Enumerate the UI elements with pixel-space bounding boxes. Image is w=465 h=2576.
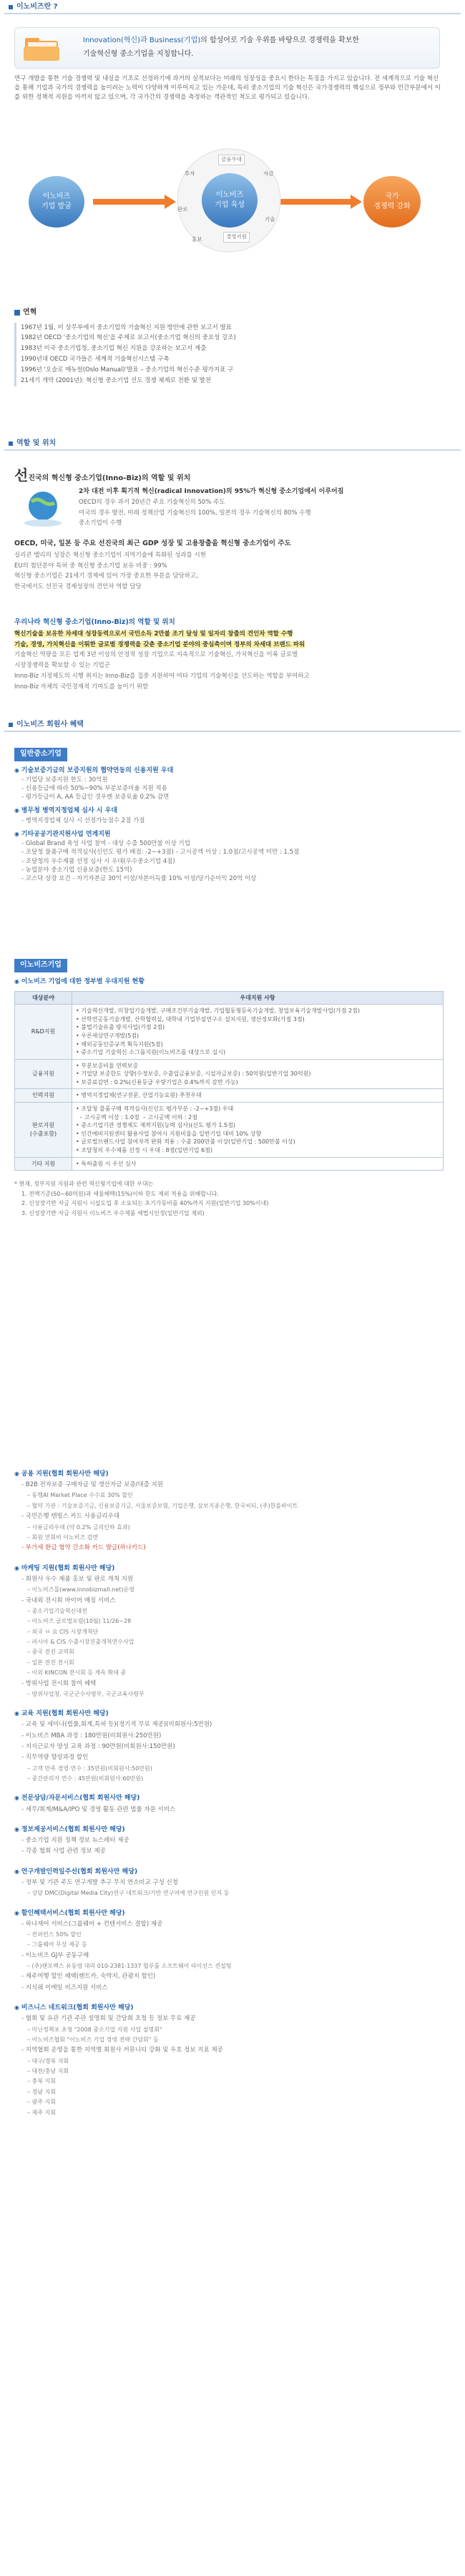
benefit-table	[14, 991, 444, 1171]
benefit-line: - 평가등급이 A, AA 등급인 경우엔 보증료율 0.2% 감면	[14, 793, 444, 801]
benefit-line: - 병역지정업체 심사 시 선정가능점수 2점 가점	[14, 816, 444, 825]
history-item: 1996년 '오슬로 매뉴얼(Oslo Manual)'발표 – 중소기업의 혁신수준 평가지표 구	[21, 366, 234, 374]
assoc-line: – 경남 지회	[14, 2087, 444, 2097]
satellite-finance: 금융우대	[218, 155, 245, 165]
role-text: 한국에서도 선진국 경제성장의 견인차 역할 담당	[14, 583, 142, 591]
bullet-icon	[9, 5, 13, 9]
banner-line2: 기술혁신형 중소기업을 지칭합니다.	[83, 50, 194, 58]
banner-line1	[83, 36, 359, 47]
benefit-line: - Global Brand 육성 사업 참여 - 대상 수출 500만불 이상 기업	[14, 839, 444, 848]
history-item: 1983년 미국 중소기업청, 중소기업 혁신 지원을 강조하는 보고서 제출	[21, 345, 207, 353]
assoc-line: - 이노비즈 MBA 과정 : 180만원(비회원사:250만원)	[14, 1731, 444, 1742]
assoc-line: - 하나재어 서비스(그룹웨어 + 컨텐서비스 결합) 제공	[14, 1919, 444, 1930]
assoc-line: – 외국 ㅂ 요 CIS 시장개척단	[14, 1627, 444, 1637]
assoc-heading: ◉ 교육 지원(협회 회원사만 해당)	[14, 1708, 444, 1719]
center-circle: 이노비즈 기업 육성	[202, 173, 258, 228]
benefit-bullet: • 글로벌브랜드사업 참여자격 완화 적용 : 수출 200만불 이상(일반기업 : 500만불 이상)	[76, 1138, 295, 1146]
intro-banner	[14, 27, 440, 69]
assoc-line: – 중국 전진 교역회	[14, 1647, 444, 1657]
benefit-bullet: • 우른세상연구개발(5점)	[76, 1032, 140, 1039]
benefit-bullet: • 산학연공동기술개발, 산학협력실, 대학내 기업부설연구소 설치지원, 생산정보화(가점 3점)	[76, 1015, 305, 1023]
benefit-bullet: • 특허출원 시 우선 심사	[76, 1160, 137, 1167]
note-line: * 현재, 정부지원 지원과 관련 혁신형기업에 대한 우대는	[14, 1181, 154, 1188]
benefit-line: - 조달청의 우수제품 선정 심사 시 우대(우수중소기업 4점)	[14, 857, 444, 866]
assoc-line: – 일본 전진 전시회	[14, 1658, 444, 1668]
bullet-icon	[9, 723, 13, 727]
assoc-heading: ◉ 연구개발인력일주선(협회 회원사만 해당)	[14, 1866, 444, 1878]
benefit-line: - 기업당 보증지원 한도 : 30억원	[14, 776, 444, 784]
assoc-line: - 방위사업 전시회 참여 혜택	[14, 1679, 444, 1689]
bullet-icon	[9, 441, 13, 446]
korea-highlight: 혁신기술을 보유한 차세대 성장동력으로서 국민소득 2만불 조기 달성 및 일자리 창출의 견인차 역할 수행	[14, 630, 293, 638]
benefit-bullet: • 부분보증비율 연력보증	[76, 1062, 139, 1069]
general-sme-label: 일반중소기업	[14, 748, 67, 761]
benefit-bullet: • 병역지정업체(연구전문, 산업기능요원) 추천우대	[76, 1092, 202, 1099]
table-header-field: 대상분야	[15, 991, 72, 1005]
history-item: 1982년 OECD '중소기업의 혁신'을 주제로 보고서(중소기업 혁신의 중요성 강조)	[21, 334, 236, 342]
table-cell-field: R&D지원	[15, 1005, 72, 1060]
assoc-line: – 동행AI Market Place 수수료 30% 할인	[14, 1491, 444, 1501]
korea-role	[14, 617, 444, 693]
banner-rest: 의 합성어로 기술 우위를 바탕으로 경쟁력을 확보한	[200, 36, 360, 44]
assoc-line: - 직무역량 향상과정 할인	[14, 1752, 444, 1763]
association-benefits	[14, 1460, 444, 2118]
history-box	[14, 308, 444, 386]
headline-sub: OECD의 경우 과거 20년간 주요 기술혁신의 50% 주도	[79, 499, 225, 507]
notes	[14, 1179, 444, 1218]
assoc-line: - B2B 전자보증 구매자금 및 생산자금 보증/대출 지원	[14, 1480, 444, 1491]
table-cell-benefit	[72, 1005, 444, 1060]
benefit-bullet: • 인간예비지원센터 활용사업 참여시 지원비율을 일반기업 대비 10% 상향	[76, 1130, 262, 1137]
assoc-line: – 이외 KINCON 전시회 등 계속 확대 중	[14, 1668, 444, 1678]
assoc-heading: ◉ 공용 지원(협회 회원사만 해당)	[14, 1468, 444, 1480]
benefit-bullet: • 해외공동인증규격 획득지원(5점)	[76, 1040, 163, 1048]
assoc-line: – 러시아 & CIS 수출시장진출개척연수사업	[14, 1637, 444, 1647]
benefit-heading: ◉ 기타공공기관지원사업 연계지원	[14, 830, 444, 839]
satellite-fund: 자금	[263, 170, 274, 177]
assoc-line: - 제주여행 할인 혜택(렌트카, 숙박지, 관광지 할인)	[14, 1971, 444, 1982]
assoc-line: – 중소기업기술혁신대전	[14, 1606, 444, 1616]
table-cell-field: 기타 지원	[15, 1157, 72, 1171]
assoc-line: – 충북 지회	[14, 2077, 444, 2087]
table-row	[15, 1103, 444, 1158]
role-intro	[14, 465, 444, 486]
assoc-line: - 세무/회계/M&A/IPO 및 경영 활동 관련 법률 자문 서비스	[14, 1805, 444, 1815]
assoc-line: - 지식쉐 이메일 비즈지원 서비스	[14, 1983, 444, 1994]
benefit-line: - 신용등급에 따라 50%~90% 부분보증비율 지원 적용	[14, 784, 444, 793]
assoc-line: – 협약 기관 : 기술보증기금, 신용보증기금, 서울보증보험, 기업은행, 삼보지종은행, 한국씨티, (주)한올바이트	[14, 1501, 444, 1511]
benefit-bullet: • 조달청의 우수제품 선정 시 우대 : 8점(일반기업 6점)	[76, 1147, 213, 1154]
benefit-line: - 코스닥 상장 요건 - 자기자본금 30억 이상/자본이득률 10% 이상/당기순이익 20억 이상	[14, 874, 444, 883]
headline-sub: 미국의 경우 발전, 미래 정책산업 기술혁신의 100%, 일본의 경우 기술혁신의 80% 수행	[79, 509, 311, 517]
banner-highlight: Innovation(혁신)과 Business(기업)	[83, 36, 201, 44]
assoc-line: - 정부 및 기관 주도 연구개발 추구 무치 연소비교 구성 신청	[14, 1878, 444, 1888]
satellite-pr: 홍보	[192, 236, 202, 243]
assoc-heading: ◉ 할인혜택서비스(협회 회원사만 해당)	[14, 1908, 444, 1919]
folder-icon	[24, 34, 61, 62]
role-text: 혁신형 중소기업은 21세기 경제에 있어 가장 중요한 부분을 담당하고,	[14, 572, 198, 580]
assoc-heading: ◉ 마케팅 지원(협회 회원사만 해당)	[14, 1563, 444, 1574]
assoc-heading: ◉ 전문상담/자문서비스(협회 회원사만 해당)	[14, 1792, 444, 1804]
innobiz-diagram	[14, 136, 444, 258]
benefit-bullet: • 조달청 물품구매 적격심사(신인도 평가부분 : -2~+3점) 우대	[76, 1106, 234, 1113]
general-sme-block	[14, 748, 444, 883]
general-sme-items	[14, 766, 444, 884]
globe-image	[21, 490, 64, 527]
history-item: 1990년대 OECD 국가들은 세계적 기술혁신시스템 구축	[21, 356, 170, 364]
assoc-line: - 부가세 환급 협약 간소화 카드 발급(하나카드)	[14, 1543, 444, 1553]
assoc-line: – 컨퍼런스 50% 할인	[14, 1930, 444, 1940]
benefit-bullet: • 불법기술유출 방지사업(가점 2점)	[76, 1024, 165, 1031]
korea-highlight: 기술, 경영, 가치혁신을 이뤄한 글로벌 경쟁력을 갖춘 중소기업 분야의 중심축이며 정부의 차세대 브랜드 파워	[14, 640, 305, 648]
benefit-line: - 조달청 물품구매 적격심사(신인도 평가 배점: -2~+3점) - 고시공액 이상 : 1.0점/고시공액 미만 : 1.5점	[14, 848, 444, 857]
assoc-line: – 상담 DMC(Digital Media City)연구 네트워크/기반 연구여에 연구인원 인지 등	[14, 1888, 444, 1898]
section-header-role	[4, 438, 461, 451]
benefit-bullet: • 기술혁신개발, 미창업기술개발, 구매조건부기술개발, 기업협동형등록기술개발, 창업보육기술개발사업(가점 2점)	[76, 1008, 360, 1015]
satellite-sales: 판로	[177, 206, 188, 213]
assoc-line: - 이노비즈 GJ부 공동구매	[14, 1951, 444, 1961]
assoc-line: - 국내외 전시회 바이어 매칭 서비스	[14, 1596, 444, 1606]
intro-big-letter: 선	[14, 467, 29, 484]
headline: 2차 대전 이후 획기적 혁신(radical Innovation)의 95%가 혁신형 중소기업에서 이루어짐	[79, 488, 344, 495]
table-cell-field: 금융지원	[15, 1059, 72, 1089]
section-header-about	[4, 1, 461, 14]
assoc-line: - 교육 및 세미나(법률,회계,특허 등)(정기적 무료 제공)(비회원사:5만원)	[14, 1719, 444, 1730]
headline-sub: 중소기업이 수행	[79, 519, 122, 527]
table-row	[15, 1005, 444, 1060]
table-cell-benefit	[72, 1157, 444, 1171]
note-line: 2. 신성장기반 자금 지원시 시설도입 후 소요되는 초기가동비를 40%까지 지원(일반기업 30%이내)	[21, 1200, 269, 1207]
korea-role-title: 우리나라 혁신형 중소기업(Inno-Biz)의 역할 및 위치	[14, 618, 175, 626]
korea-role-text: 기술혁신 역량을 모든 업계 3년 이상의 안정적 성장 기업으로 지속적으로 기술혁신, 가치혁신을 이룩 글로벌	[14, 651, 298, 659]
assoc-line: – 이노비즈몰(www.innobizmall.net)운영	[14, 1585, 444, 1595]
assoc-line: – (주)팬포렉스 유동영 대리 010-2381-1337 협루를 소프트웨어 라이선스 컨설팅	[14, 1961, 444, 1971]
assoc-line: – 제주 지회	[14, 2108, 444, 2118]
korea-role-text	[14, 640, 444, 650]
table-cell-field: 판로지원 (수출포함)	[15, 1103, 72, 1158]
benefit-line: - 농업분야 중소기업 신용보증(한도 15억)	[14, 866, 444, 874]
assoc-line: – 고객 만족 경영 연수 : 35만원(비회원사:50만원)	[14, 1764, 444, 1774]
korea-role-text: Inno-Biz 자체의 국민경제적 기여도를 높이기 위함	[14, 683, 149, 691]
assoc-line: - 지역협회 운영을 통한 지역별 회원사 커뮤니티 강화 및 우호 정보 지표 제공	[14, 2045, 444, 2056]
assoc-heading: ◉ 비즈니스 네트워크(협회 회원사만 해당)	[14, 2002, 444, 2014]
benefit-bullet: • 중소기업기관 경쟁제도 제작지원(능력 심사)(신도 평가 1.5점)	[76, 1122, 235, 1129]
benefit-heading: ◉ 병무청 병역지정업체 심사 시 우대	[14, 806, 444, 816]
satellite-tech: 기술	[265, 216, 275, 223]
benefit-heading: ◉ 기술보증기금의 보증지원의 협약연동의 신용지원 우대	[14, 766, 444, 776]
role-headline-block	[79, 487, 444, 529]
assoc-line: - 국민은행 텐빌스 카드 사용금리우대	[14, 1511, 444, 1522]
assoc-line: – 광주 지회	[14, 2097, 444, 2107]
assoc-line: – 중간관리자 연수 : 45만원(비회원사:60만원)	[14, 1774, 444, 1784]
role-text: EU의 첨단분야 특허 중 혁신형 중소기업 보유 비중 : 99%	[14, 562, 167, 570]
table-row	[15, 1059, 444, 1089]
table-row	[15, 1157, 444, 1171]
left-circle: 이노비즈 기업 발굴	[29, 176, 84, 228]
history-title: 연혁	[23, 308, 37, 316]
assoc-line: – 대구/경북 지회	[14, 2057, 444, 2067]
square-icon	[14, 310, 20, 316]
section-title: 이노비즈 회원사 혜택	[16, 720, 84, 728]
satellite-mgmt: 경영지원	[223, 232, 250, 243]
innobiz-block	[14, 959, 444, 1219]
assoc-line: – 미닌정책포 초청 "2008 중소기업 지원 사업 설명회"	[14, 2025, 444, 2035]
assoc-line: - 중소기업 지원 정책 정보 뉴스레터 제공	[14, 1835, 444, 1846]
satellite-invest: 투자	[185, 170, 195, 177]
intro-paragraph: 연구 개발을 통한 기술 경쟁력 및 내실을 기초로 선정하기에 과거의 실적보다는 미래의 성장성을 중요시 한다는 특징을 가지고 있습니다. 전 세계적으로 기술 혁신을 통해 기업과 국가의 경쟁력을 높이려는 노력이 다양하게 이루어지고 있는 가운데, 특히 중소기업의 기술 혁신은 국가경쟁력의 핵심으로 정부와 민간부문에서 이를 위한 정책적 지원을 아끼지 않고 있으며, 각 국가간의 경쟁력을 측정하는 객관적인 척도로 평가되고 있습니다.	[14, 75, 441, 102]
role-text: 실리콘 밸리의 성장은 혁신형 중소기업이 지역기술에 특화된 성과를 시현	[14, 551, 206, 559]
table-cell-field: 인력지원	[15, 1089, 72, 1103]
table-header-benefit: 우대지원 사항	[72, 991, 444, 1005]
assoc-line: - 회원사 우수 제품 홍보 및 판로 개척 지원	[14, 1574, 444, 1585]
assoc-line: – 방위사업청, 국군군수사령부, 국군교육사령부	[14, 1689, 444, 1699]
benefit-bullet: • 보증료감면 : 0.2%(신용등급 우량기업은 0.4%까지 감면 가능)	[76, 1078, 238, 1085]
note-line: 1. 전액기준(50~60억원)과 세율혜택(15%)이하 한도 제외 적용을 위해합니다.	[21, 1190, 219, 1197]
assoc-line: – 대전/충남 지회	[14, 2067, 444, 2077]
history-item: 1967년 1월, 미 상무부에서 중소기업의 기술혁신 지원 방안에 관한 보고서 발표	[21, 323, 232, 331]
role-paragraphs	[14, 538, 444, 592]
korea-role-text: Inno-Biz 지정제도의 시행 취지는 Inno-Biz를 집중 지원하여 여타 기업의 기술혁신을 선도하는 역할을 부여하고	[14, 673, 310, 680]
history-title-row	[14, 308, 444, 318]
history-item: 21세기 개막 (2001년): 혁신형 중소기업 선도 경쟁 체제로 전환 및 발전	[21, 376, 212, 384]
table-cell-benefit	[72, 1059, 444, 1089]
benefit-bullet: • 기업당 보증한도 상향(수정보증, 수출입금융보증, 시설자금보증) : 50억원(일반기업 30억원)	[76, 1070, 311, 1078]
intro-text: 진국의 혁신형 중소기업(Inno-Biz)의 역할 및 위치	[28, 474, 191, 482]
benefit-bullet: • 중소기업 기술혁신 소그룹지원(이노비즈를 대상으로 실시)	[76, 1049, 226, 1056]
assoc-line: - 협회 및 유관 기관 주관 설명회 및 간담회 초청 등 정보 무료 제공	[14, 2014, 444, 2024]
history-list	[14, 323, 444, 386]
note-line: 3. 신성장기반 자금 지원시 이노비즈 우수제품 세법시인정(일반기업 제외)	[21, 1210, 205, 1217]
benefit-bullet: – 고시공액 이상 : 1.0점 – 고시공액 이하 : 2점	[76, 1113, 197, 1121]
table-cell-benefit	[72, 1089, 444, 1103]
right-circle: 국가 경쟁력 강화	[363, 176, 421, 228]
headline2: OECD, 미국, 일본 등 주요 선진국의 최근 GDP 성장 및 고용창출을 혁신형 중소기업이 주도	[14, 540, 291, 547]
assoc-line: - 각종 협회 사업 관련 정보 제공	[14, 1846, 444, 1857]
assoc-line: - 지식근로자 양성 교육 과정 : 90만원(비회원사:150만원)	[14, 1742, 444, 1752]
assoc-line: – 그룹웨어 무상 제공 등	[14, 1940, 444, 1950]
assoc-line: – 이노비즈협회 "이노비즈 기업 경영 전략 간담회" 등	[14, 2035, 444, 2045]
innobiz-label: 이노비즈기업	[14, 959, 67, 972]
section-title: 역할 및 위치	[16, 439, 57, 447]
table-row	[15, 1089, 444, 1103]
section-title: 이노비즈란 ?	[16, 2, 58, 11]
assoc-heading: ◉ 정보제공서비스(협회 회원사만 해당)	[14, 1824, 444, 1835]
assoc-line: – 사용금리우대 (약 0.2% 금리인하 효과)	[14, 1523, 444, 1533]
assoc-line: – 회원 연회비 이노비즈 감면	[14, 1533, 444, 1543]
table-caption: ◉ 이노비즈 기업에 대한 정부별 우대지원 현황	[14, 977, 444, 987]
table-cell-benefit	[72, 1103, 444, 1158]
korea-role-text	[14, 629, 444, 640]
assoc-line: – 이노비즈 글로벌포럼(10월) 11/26~28	[14, 1616, 444, 1626]
section-header-benefits	[4, 719, 461, 732]
korea-role-text: 시장경쟁력을 확보할 수 있는 기업군	[14, 662, 110, 670]
